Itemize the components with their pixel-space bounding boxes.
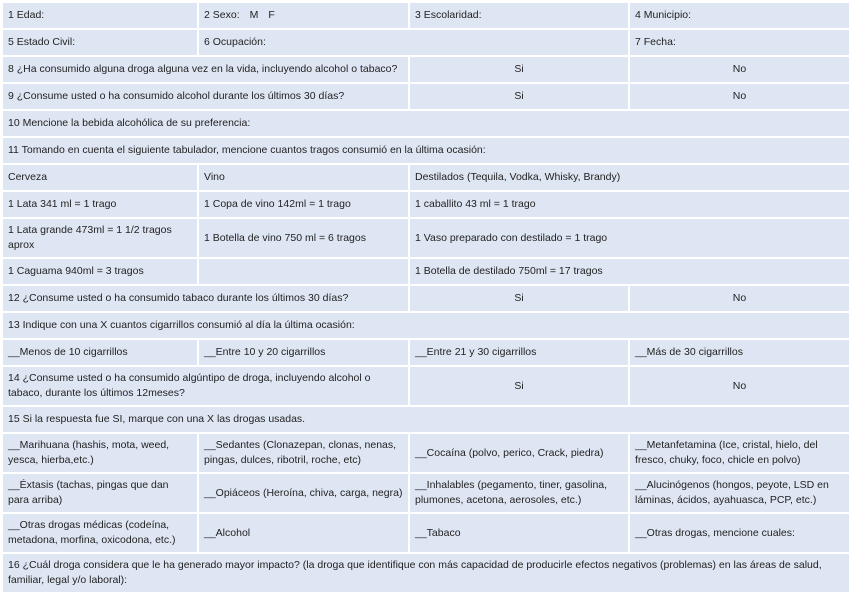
drug-option[interactable]: __Metanfetamina (Ice, cristal, hielo, del fresco, chuky, foco, chicle en polvo) (629, 433, 850, 473)
sexo-field[interactable] (198, 2, 409, 29)
drug-option[interactable]: __Inhalables (pegamento, tiner, gasolina, plumones, acetona, aerosoles, etc.) (409, 473, 629, 513)
table-row (2, 218, 850, 258)
drug-option[interactable]: __Sedantes (Clonazepan, clonas, nenas, pingas, dulces, ribotril, roche, etc) (198, 433, 409, 473)
drug-options-row (2, 513, 850, 553)
question-14-no-option[interactable]: No (629, 366, 850, 406)
tabulador-header-destilados: Destilados (Tequila, Vodka, Whisky, Brandy) (409, 164, 850, 191)
drug-options-row (2, 473, 850, 513)
drug-option[interactable]: __Opiáceos (Heroína, chiva, carga, negra) (198, 473, 409, 513)
drug-option[interactable]: __Marihuana (hashis, mota, weed, yesca, hierba,etc.) (2, 433, 198, 473)
cigarrillos-option[interactable]: __Menos de 10 cigarrillos (2, 339, 198, 366)
question-12-si-option[interactable]: Si (409, 285, 629, 312)
question-13-row (2, 312, 850, 339)
demographics-row-1 (2, 2, 850, 29)
question-9-row (2, 83, 850, 110)
tabulador-cell: 1 Lata 341 ml = 1 trago (2, 191, 198, 218)
edad-label: 1 Edad: (8, 9, 45, 21)
table-row (2, 191, 850, 218)
municipio-field[interactable] (629, 2, 850, 29)
question-12-no-option[interactable]: No (629, 285, 850, 312)
drug-option[interactable]: __Alucinógenos (hongos, peyote, LSD en láminas, ácidos, ayahuasca, PCP, etc.) (629, 473, 850, 513)
tabulador-cell: 1 Lata grande 473ml = 1 1/2 tragos aprox (2, 218, 198, 258)
drug-option[interactable]: __Éxtasis (tachas, pingas que dan para arriba) (2, 473, 198, 513)
question-12-text: 12 ¿Consume usted o ha consumido tabaco durante los últimos 30 días? (2, 285, 409, 312)
fecha-label: 7 Fecha: (635, 36, 676, 48)
question-9-si-option[interactable]: Si (409, 83, 629, 110)
tabulador-cell: 1 Botella de vino 750 ml = 6 tragos (198, 218, 409, 258)
tabulador-cell: 1 caballito 43 ml = 1 trago (409, 191, 850, 218)
tabulador-cell: 1 Vaso preparado con destilado = 1 trago (409, 218, 850, 258)
ocupacion-field[interactable] (198, 29, 629, 56)
question-14-text: 14 ¿Consume usted o ha consumido algúntipo de droga, incluyendo alcohol o tabaco, durante los últimos 12meses? (2, 366, 409, 406)
demographics-row-2 (2, 29, 850, 56)
question-10-text[interactable]: 10 Mencione la bebida alcohólica de su preferencia: (2, 110, 850, 137)
question-16-text[interactable]: 16 ¿Cuál droga considera que le ha generado mayor impacto? (la droga que identifique con más capacidad de producirle efectos negativos (problemas) en las áreas de salud, familiar, legal y/o laboral): (2, 553, 850, 593)
estado-civil-label: 5 Estado Civil: (8, 36, 76, 48)
sexo-label: 2 Sexo: (204, 9, 240, 21)
question-15-row (2, 406, 850, 433)
question-9-text: 9 ¿Consume usted o ha consumido alcohol durante los últimos 30 días? (2, 83, 409, 110)
drug-options-row (2, 433, 850, 473)
tabulador-cell: 1 Caguama 940ml = 3 tragos (2, 258, 198, 285)
fecha-field[interactable] (629, 29, 850, 56)
estado-civil-field[interactable] (2, 29, 198, 56)
tabulador-cell: 1 Copa de vino 142ml = 1 trago (198, 191, 409, 218)
drug-option[interactable]: __Otras drogas médicas (codeína, metadona, morfina, oxicodona, etc.) (2, 513, 198, 553)
question-8-text: 8 ¿Ha consumido alguna droga alguna vez en la vida, incluyendo alcohol o tabaco? (2, 56, 409, 83)
escolaridad-field[interactable] (409, 2, 629, 29)
question-14-si-option[interactable]: Si (409, 366, 629, 406)
ocupacion-label: 6 Ocupación: (204, 36, 266, 48)
question-16-row (2, 553, 850, 593)
tabulador-cell: 1 Botella de destilado 750ml = 17 tragos (409, 258, 850, 285)
question-8-no-option[interactable]: No (629, 56, 850, 83)
tabulador-cell (198, 258, 409, 285)
question-15-text: 15 Si la respuesta fue SI, marque con una X las drogas usadas. (2, 406, 850, 433)
question-13-options-row (2, 339, 850, 366)
edad-field[interactable] (2, 2, 198, 29)
tabulador-header-vino: Vino (198, 164, 409, 191)
question-9-no-option[interactable]: No (629, 83, 850, 110)
sexo-option-f[interactable]: F (268, 9, 275, 21)
tabulador-header-cerveza: Cerveza (2, 164, 198, 191)
drug-use-questionnaire-table (1, 1, 850, 594)
cigarrillos-option[interactable]: __Entre 10 y 20 cigarrillos (198, 339, 409, 366)
question-11-row (2, 137, 850, 164)
drug-option[interactable]: __Cocaína (polvo, perico, Crack, piedra) (409, 433, 629, 473)
municipio-label: 4 Municipio: (635, 9, 692, 21)
question-14-row (2, 366, 850, 406)
question-8-si-option[interactable]: Si (409, 56, 629, 83)
cigarrillos-option[interactable]: __Entre 21 y 30 cigarrillos (409, 339, 629, 366)
tabulador-header-row (2, 164, 850, 191)
drug-option[interactable]: __Alcohol (198, 513, 409, 553)
question-11-text: 11 Tomando en cuenta el siguiente tabulador, mencione cuantos tragos consumió en la última ocasión: (2, 137, 850, 164)
question-8-row (2, 56, 850, 83)
question-12-row (2, 285, 850, 312)
question-13-text: 13 Indique con una X cuantos cigarrillos consumió al día la última ocasión: (2, 312, 850, 339)
drug-option[interactable]: __Tabaco (409, 513, 629, 553)
drug-option[interactable]: __Otras drogas, mencione cuales: (629, 513, 850, 553)
table-row (2, 258, 850, 285)
escolaridad-label: 3 Escolaridad: (415, 9, 482, 21)
cigarrillos-option[interactable]: __Más de 30 cigarrillos (629, 339, 850, 366)
sexo-option-m[interactable]: M (249, 9, 259, 21)
question-10-row (2, 110, 850, 137)
